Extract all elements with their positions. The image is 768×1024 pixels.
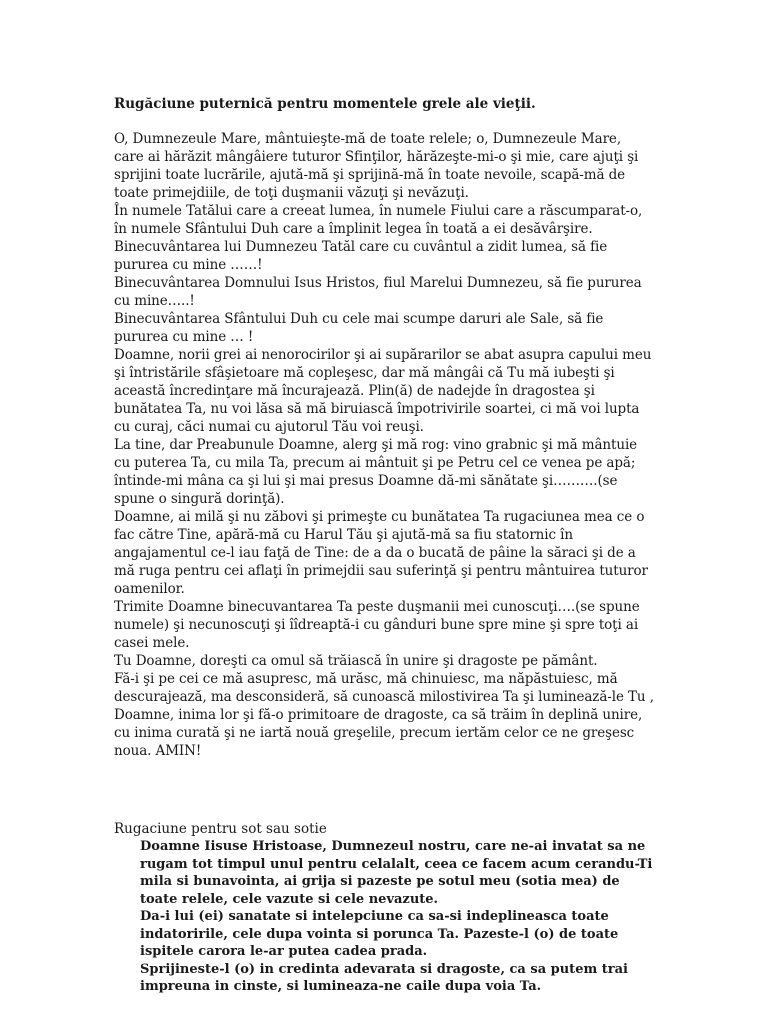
prayer-spouse-section bbox=[114, 820, 654, 996]
prayer-spouse-text bbox=[140, 838, 654, 996]
section-heading: Rugaciune pentru sot sau sotie bbox=[114, 821, 327, 837]
paragraph: Fă-i şi pe cei ce mă asupresc, mă urăsc, mă chinuiesc, ma năpăstuiesc, mă descurajează, ma desconsideră, să cunoască milostivirea Ta şi luminează-le Tu , Doamne, inima lor şi fă-o primitoare de dragoste, ca să trăim în deplină unire, cu inima curată şi ne iartă nouă greşelile, precum iertăm celor ce ne greşesc noua. AMIN! bbox=[114, 671, 654, 759]
paragraph: O, Dumnezeule Mare, mântuieşte-mă de toate relele; o, Dumnezeule Mare, care ai hărăzit mângâiere tuturor Sfinţilor, hărăzeşte-mi-o şi mie, care ajuţi şi sprijini toate lucrările, ajută-mă şi sprijină-mă în toate nevoile, scapă-mă de toate primejdiile, de toţi duşmanii văzuţi şi nevăzuţi. bbox=[114, 131, 639, 201]
paragraph: Binecuvântarea Domnului Isus Hristos, fiul Marelui Dumnezeu, să fie pururea cu mine…..! bbox=[114, 275, 642, 309]
paragraph: Doamne, norii grei ai nenorocirilor şi ai supărarilor se abat asupra capului meu şi întristările sfâşietoare mă copleşesc, dar mă mângâi că Tu mă iubeşti şi această încredinţare mă încurajează. Plin(ă) de nadejde în dragostea şi bunătatea Ta, nu voi lăsa să mă biruiască împotrivirile soartei, ci mă voi lupta cu curaj, căci numai cu ajutorul Tău voi reuşi. bbox=[114, 347, 652, 435]
paragraph: Doamne, ai milă şi nu zăbovi şi primeşte cu bunătatea Ta rugaciunea mea ce o fac către Tine, apără-mă cu Harul Tău şi ajută-mă sa fiu statornic în angajamentul ce-l iau faţă de Tine: de a da o bucată de pâine la săraci şi de a mă ruga pentru cei aflaţi în primejdii sau suferinţă şi pentru mântuirea tuturor oamenilor. bbox=[114, 509, 648, 597]
paragraph: Sprijineste-l (o) in credinta adevarata si dragoste, ca sa putem trai impreuna in cinste, si lumineaza-ne caile dupa voia Ta. bbox=[140, 961, 628, 994]
paragraph: Binecuvântarea lui Dumnezeu Tatăl care cu cuvântul a zidit lumea, să fie pururea cu mine ……! bbox=[114, 239, 608, 273]
document-page bbox=[114, 95, 654, 996]
paragraph: Tu Doamne, doreşti ca omul să trăiască în unire şi dragoste pe pământ. bbox=[114, 653, 598, 669]
document-title: Rugăciune puternică pentru momentele grele ale vieţii. bbox=[114, 96, 536, 112]
paragraph: La tine, dar Preabunule Doamne, alerg şi mă rog: vino grabnic şi mă mântuie cu puterea Ta, cu mila Ta, precum ai mântuit şi pe Petru cel ce venea pe apă; întinde-mi mâna ca şi lui şi mai presus Doamne dă-mi sănătate şi……….(se spune o singură dorinţă). bbox=[114, 437, 638, 507]
paragraph: Trimite Doamne binecuvantarea Ta peste duşmanii mei cunoscuţi….(se spune numele) şi necunoscuţi şi îîdreaptă-i cu gânduri bune spre mine şi spre toţi ai casei mele. bbox=[114, 599, 640, 651]
paragraph: Binecuvântarea Sfântului Duh cu cele mai scumpe daruri ale Sale, să fie pururea cu mine … ! bbox=[114, 311, 604, 345]
paragraph: În numele Tatălui care a creeat lumea, în numele Fiului care a răscumparat-o, în numele Sfântului Duh care a împlinit legea în toată a ei desăvârşire. bbox=[114, 203, 643, 237]
prayer-strong-text bbox=[114, 130, 654, 760]
paragraph: Doamne Iisuse Hristoase, Dumnezeul nostru, care ne-ai invatat sa ne rugam tot timpul unul pentru celalalt, ceea ce facem acum cerandu-Ti mila si bunavointa, ai grija si pazeste pe sotul meu (sotia mea) de toate relele, cele vazute si cele nevazute. bbox=[140, 839, 653, 907]
paragraph: Da-i lui (ei) sanatate si intelepciune ca sa-si indeplineasca toate indatoririle, cele dupa vointa si porunca Ta. Pazeste-l (o) de toate ispitele carora le-ar putea cadea prada. bbox=[140, 909, 619, 959]
